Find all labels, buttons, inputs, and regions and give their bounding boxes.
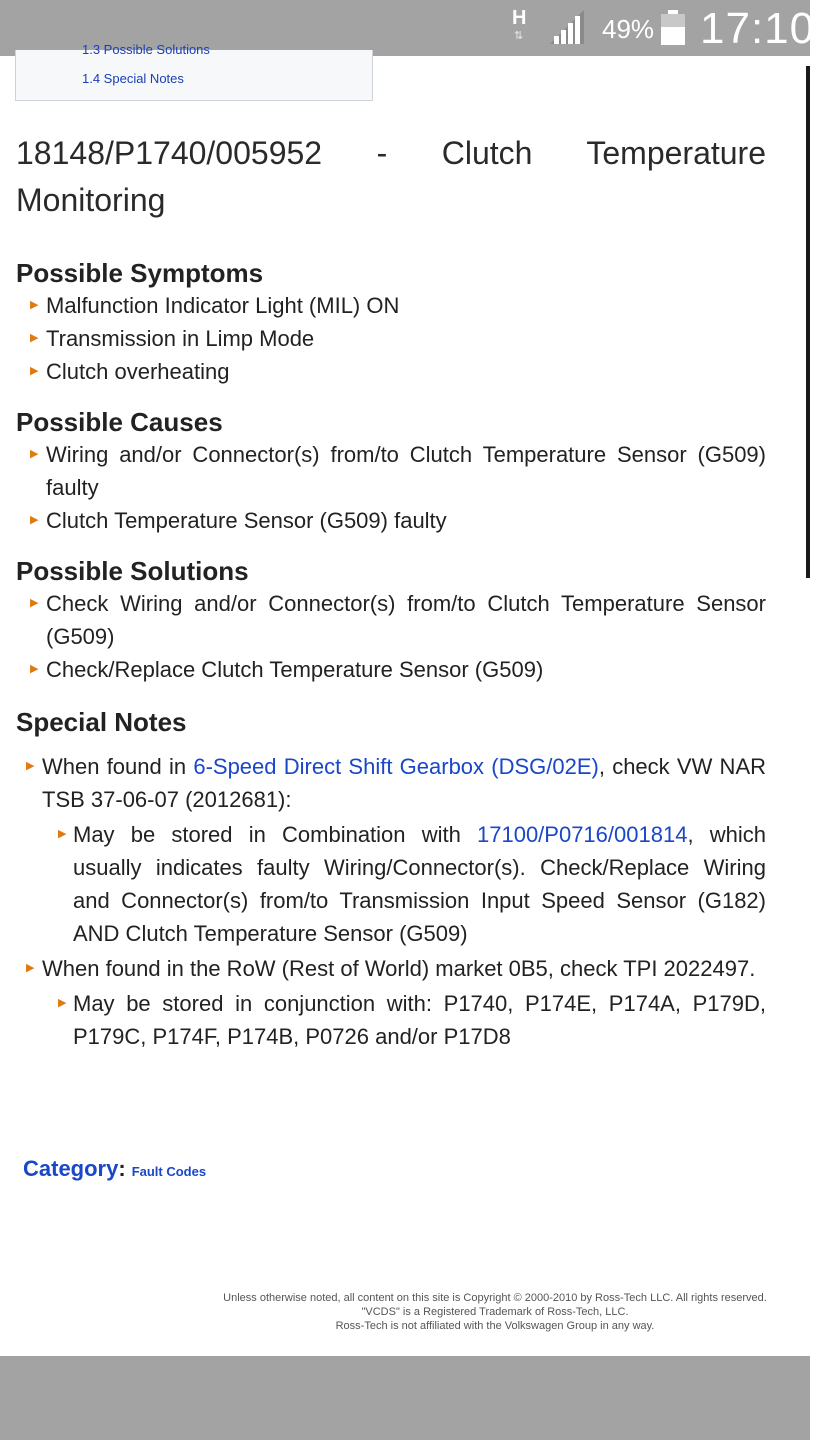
footer-copyright: Unless otherwise noted, all content on this site is Copyright © 2000-2010 by Ross-Tech LLC. All rights reserved. — [223, 1292, 767, 1304]
bullet-arrow-icon: ▶ — [30, 448, 39, 460]
special-notes — [16, 750, 766, 1053]
heading-possible-solutions: Possible Solutions — [16, 556, 249, 586]
table-of-contents — [15, 42, 373, 101]
causes-list — [16, 438, 766, 537]
list-item: ▶ Clutch Temperature Sensor (G509) faulty — [16, 504, 766, 537]
battery-percent: 49% — [602, 14, 655, 44]
navigation-bar — [0, 1356, 810, 1440]
bullet-arrow-icon: ▶ — [30, 597, 39, 609]
notes-sublist — [42, 987, 766, 1053]
clock: 17:10 — [700, 4, 815, 53]
list-item: ▶ Transmission in Limp Mode — [16, 322, 766, 355]
list-item: ▶ Malfunction Indicator Light (MIL) ON — [16, 289, 766, 322]
bullet-arrow-icon: ▶ — [58, 997, 67, 1009]
battery-icon — [660, 10, 686, 46]
list-item: ▶ May be stored in conjunction with: P1740, P174E, P174A, P179D, P179C, P174F, P174B, P0726 and/or P17D8 — [42, 987, 766, 1053]
bullet-arrow-icon: ▶ — [30, 514, 39, 526]
bullet-arrow-icon: ▶ — [30, 663, 39, 675]
list-item: ▶ Clutch overheating — [16, 355, 766, 388]
symptoms-list — [16, 289, 766, 388]
category-colon: : — [118, 1156, 126, 1181]
signal-bars-icon — [548, 10, 586, 46]
link-fault-code-17100[interactable]: 17100/P0716/001814 — [477, 822, 688, 847]
footer-trademark: "VCDS" is a Registered Trademark of Ross-Tech, LLC. — [361, 1306, 629, 1318]
bullet-arrow-icon: ▶ — [58, 828, 67, 840]
footer-disclaimer: Ross-Tech is not affiliated with the Volkswagen Group in any way. — [335, 1320, 655, 1332]
data-activity-icon: ⇅ — [514, 30, 524, 42]
toc-link-special-notes[interactable]: 1.4 Special Notes — [82, 71, 184, 86]
bullet-arrow-icon: ▶ — [30, 365, 39, 377]
link-dsg-02e[interactable]: 6-Speed Direct Shift Gearbox (DSG/02E) — [193, 754, 599, 779]
bullet-arrow-icon: ▶ — [30, 299, 39, 311]
category-link[interactable]: Category — [23, 1156, 119, 1181]
list-item: ▶ When found in the RoW (Rest of World) market 0B5, check TPI 2022497. ▶ May be stored in conjunction with: P1740, P174E, P174A, P179D, P179C, P174F, P174B, P0726 and/or P17D8 — [16, 952, 766, 1053]
notes-sublist — [42, 818, 766, 950]
list-item: ▶ Check Wiring and/or Connector(s) from/to Clutch Temperature Sensor (G509) — [16, 587, 766, 653]
heading-possible-symptoms: Possible Symptoms — [16, 258, 264, 288]
bullet-arrow-icon: ▶ — [30, 332, 39, 344]
heading-possible-causes: Possible Causes — [16, 407, 223, 437]
bullet-arrow-icon: ▶ — [26, 760, 35, 772]
solutions-list — [16, 587, 766, 686]
heading-special-notes: Special Notes — [16, 707, 187, 737]
category-fault-codes-link[interactable]: Fault Codes — [131, 1164, 207, 1179]
notes-list — [16, 750, 766, 1053]
network-type-label: H — [512, 7, 527, 29]
article-content — [16, 130, 766, 1055]
bullet-arrow-icon: ▶ — [26, 962, 35, 974]
category-bar — [23, 1156, 206, 1182]
scrollbar-edge — [806, 66, 810, 578]
toc-link-possible-solutions[interactable]: 1.3 Possible Solutions — [82, 42, 210, 57]
list-item: ▶ Check/Replace Clutch Temperature Sensor (G509) — [16, 653, 766, 686]
footer — [200, 1291, 790, 1333]
list-item: ▶ Wiring and/or Connector(s) from/to Clutch Temperature Sensor (G509) faulty — [16, 438, 766, 504]
list-item: ▶ May be stored in Combination with 17100/P0716/001814, which usually indicates faulty Wiring/Connector(s). Check/Replace Wiring and Connector(s) from/to Transmission Input Speed Sensor (G182) AND Clutch Temperature Sensor (G509) — [42, 818, 766, 950]
list-item: ▶ When found in 6-Speed Direct Shift Gearbox (DSG/02E), check VW NAR TSB 37-06-07 (2012681): ▶ May be stored in Combination with 17100/P0716/001814, which usually indicates faulty Wiring/Connector(s). Check/Replace Wiring and Connector(s) from/to Transmission Input Speed Sensor (G182) AND Clutch Temperature Sensor (G509) — [16, 750, 766, 950]
page-title: 18148/P1740/005952 - Clutch Temperature Monitoring — [16, 135, 766, 218]
